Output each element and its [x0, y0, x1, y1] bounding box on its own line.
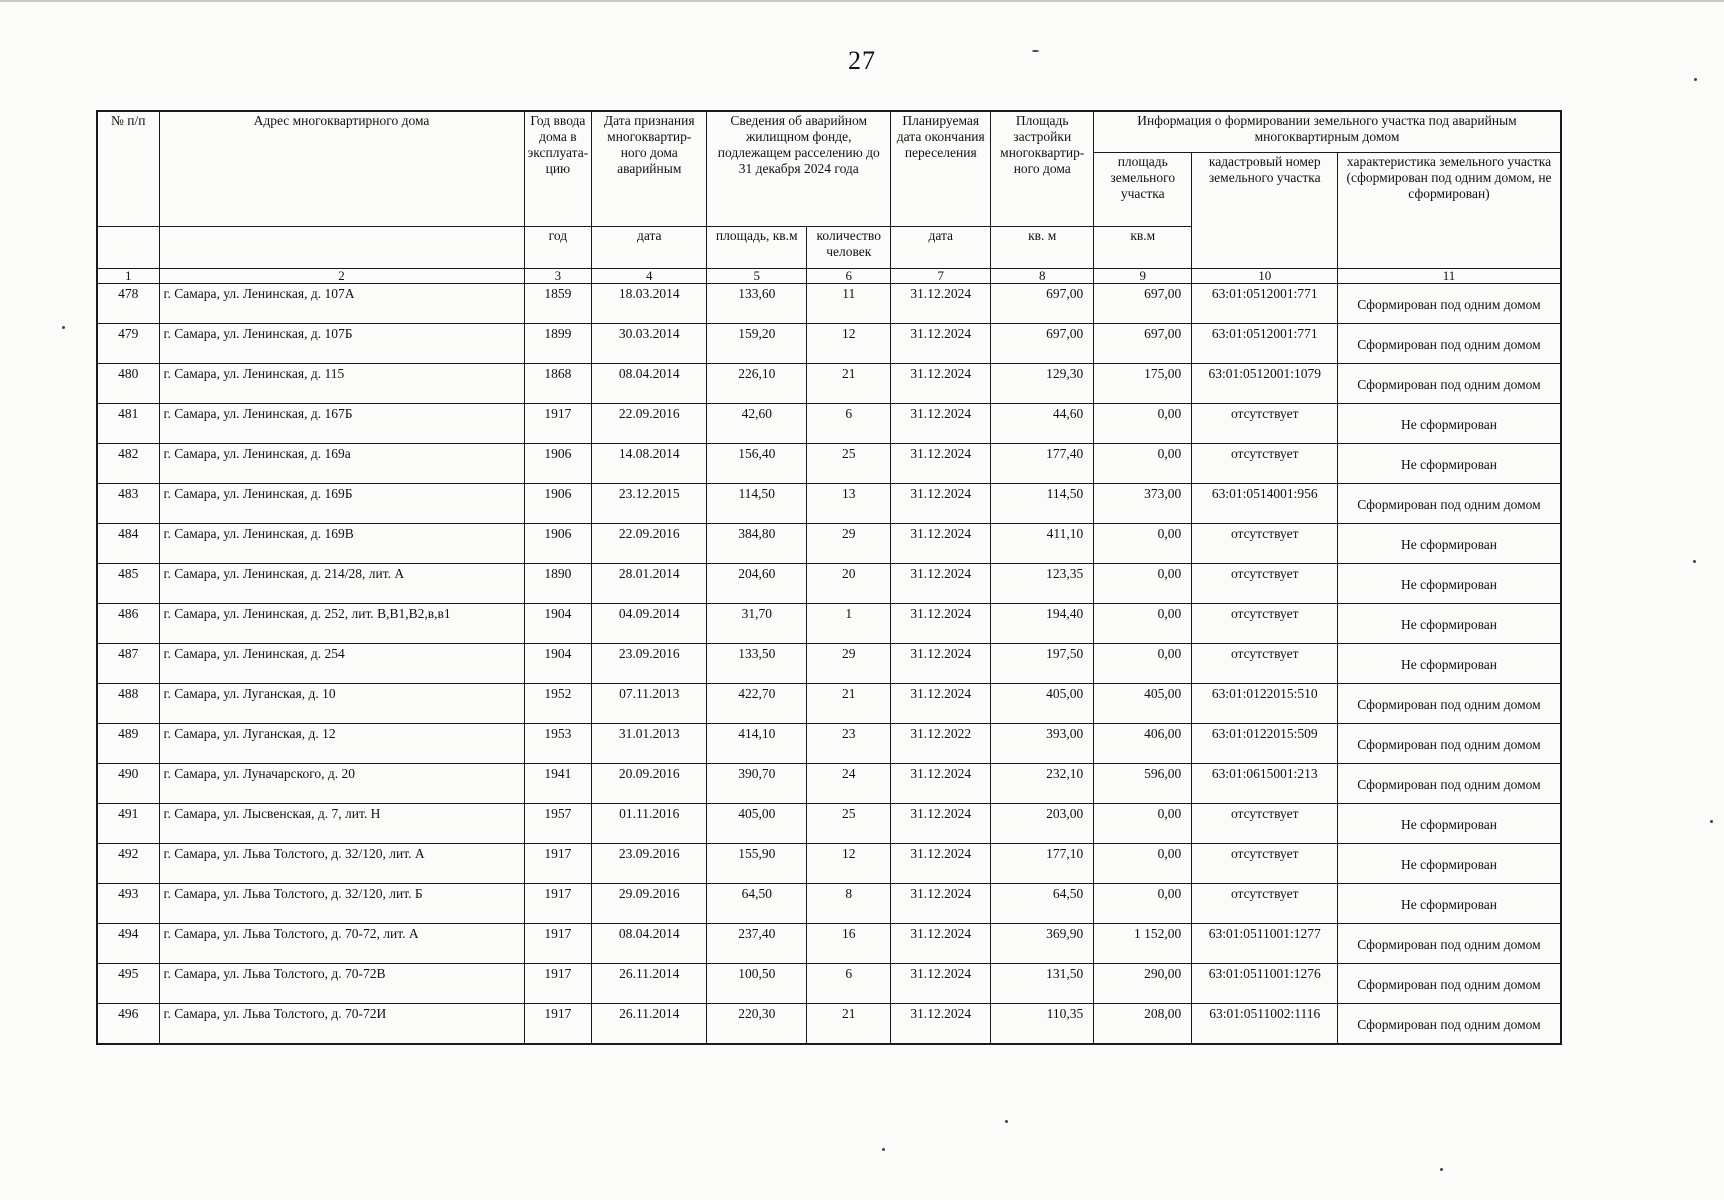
cell-cadastral-number: отсутствует [1192, 444, 1338, 484]
header-year: Год ввода дома в эксплуата-цию [524, 111, 592, 227]
cell-land-characteristic: Сформирован под одним домом [1338, 484, 1561, 524]
cell-num: 487 [97, 644, 159, 684]
cell-people-count: 29 [807, 524, 891, 564]
cell-num: 489 [97, 724, 159, 764]
header-land-area: площадь земельного участка [1094, 153, 1192, 227]
emergency-housing-table [96, 110, 1562, 1045]
cell-people-count: 8 [807, 884, 891, 924]
cell-area: 405,00 [707, 804, 807, 844]
cell-people-count: 23 [807, 724, 891, 764]
cell-num: 480 [97, 364, 159, 404]
cell-year: 1917 [524, 924, 592, 964]
cell-built-area: 114,50 [991, 484, 1094, 524]
cell-recognized-date: 30.03.2014 [592, 324, 707, 364]
cell-num: 494 [97, 924, 159, 964]
unit-num [97, 227, 159, 269]
cell-built-area: 203,00 [991, 804, 1094, 844]
column-number: 7 [891, 269, 991, 284]
scan-speck [1005, 1120, 1008, 1123]
cell-land-characteristic: Сформирован под одним домом [1338, 1004, 1561, 1044]
cell-land-characteristic: Не сформирован [1338, 604, 1561, 644]
unit-year: год [524, 227, 592, 269]
cell-address: г. Самара, ул. Луначарского, д. 20 [159, 764, 524, 804]
cell-num: 486 [97, 604, 159, 644]
cell-land-characteristic: Не сформирован [1338, 844, 1561, 884]
column-number: 5 [707, 269, 807, 284]
cell-year: 1917 [524, 964, 592, 1004]
cell-cadastral-number: отсутствует [1192, 604, 1338, 644]
cell-land-characteristic: Не сформирован [1338, 524, 1561, 564]
cell-address: г. Самара, ул. Ленинская, д. 252, лит. В,В1,В2,в,в1 [159, 604, 524, 644]
cell-land-characteristic: Сформирован под одним домом [1338, 364, 1561, 404]
cell-cadastral-number: 63:01:0512001:771 [1192, 324, 1338, 364]
cell-recognized-date: 08.04.2014 [592, 924, 707, 964]
cell-year: 1899 [524, 324, 592, 364]
scan-speck [1710, 820, 1713, 823]
cell-recognized-date: 23.09.2016 [592, 644, 707, 684]
cell-recognized-date: 07.11.2013 [592, 684, 707, 724]
cell-area: 64,50 [707, 884, 807, 924]
cell-address: г. Самара, ул. Ленинская, д. 107А [159, 284, 524, 324]
cell-cadastral-number: 63:01:0512001:771 [1192, 284, 1338, 324]
cell-cadastral-number: 63:01:0511001:1277 [1192, 924, 1338, 964]
cell-people-count: 6 [807, 964, 891, 1004]
cell-planned-date: 31.12.2024 [891, 884, 991, 924]
cell-people-count: 21 [807, 1004, 891, 1044]
cell-address: г. Самара, ул. Ленинская, д. 169а [159, 444, 524, 484]
cell-built-area: 405,00 [991, 684, 1094, 724]
cell-num: 492 [97, 844, 159, 884]
cell-num: 491 [97, 804, 159, 844]
cell-recognized-date: 08.04.2014 [592, 364, 707, 404]
scan-speck [62, 326, 65, 329]
cell-land-area: 175,00 [1094, 364, 1192, 404]
cell-address: г. Самара, ул. Луганская, д. 10 [159, 684, 524, 724]
cell-recognized-date: 23.09.2016 [592, 844, 707, 884]
cell-built-area: 64,50 [991, 884, 1094, 924]
cell-num: 479 [97, 324, 159, 364]
unit-area: площадь, кв.м [707, 227, 807, 269]
table-body [97, 284, 1561, 1044]
cell-people-count: 25 [807, 804, 891, 844]
cell-recognized-date: 22.09.2016 [592, 404, 707, 444]
cell-built-area: 194,40 [991, 604, 1094, 644]
table-header [97, 111, 1561, 284]
cell-address: г. Самара, ул. Льва Толстого, д. 70-72В [159, 964, 524, 1004]
cell-recognized-date: 01.11.2016 [592, 804, 707, 844]
scan-speck [882, 1148, 885, 1151]
cell-area: 114,50 [707, 484, 807, 524]
cell-planned-date: 31.12.2024 [891, 404, 991, 444]
column-number-row [97, 269, 1561, 284]
cell-land-area: 0,00 [1094, 404, 1192, 444]
cell-built-area: 177,40 [991, 444, 1094, 484]
table-row [97, 644, 1561, 684]
cell-num: 478 [97, 284, 159, 324]
cell-planned-date: 31.12.2022 [891, 724, 991, 764]
cell-built-area: 129,30 [991, 364, 1094, 404]
cell-area: 133,50 [707, 644, 807, 684]
cell-address: г. Самара, ул. Льва Толстого, д. 70-72И [159, 1004, 524, 1044]
cell-area: 31,70 [707, 604, 807, 644]
cell-address: г. Самара, ул. Ленинская, д. 167Б [159, 404, 524, 444]
column-number: 9 [1094, 269, 1192, 284]
header-emergency-fund: Сведения об аварийном жилищном фонде, подлежащем расселению до 31 декабря 2024 года [707, 111, 891, 227]
cell-address: г. Самара, ул. Ленинская, д. 115 [159, 364, 524, 404]
table-row [97, 444, 1561, 484]
unit-address [159, 227, 524, 269]
cell-year: 1917 [524, 404, 592, 444]
cell-year: 1906 [524, 444, 592, 484]
cell-area: 156,40 [707, 444, 807, 484]
cell-recognized-date: 04.09.2014 [592, 604, 707, 644]
cell-address: г. Самара, ул. Ленинская, д. 169В [159, 524, 524, 564]
column-number: 8 [991, 269, 1094, 284]
cell-built-area: 44,60 [991, 404, 1094, 444]
cell-land-area: 0,00 [1094, 844, 1192, 884]
scan-top-edge [0, 0, 1724, 2]
cell-address: г. Самара, ул. Лысвенская, д. 7, лит. Н [159, 804, 524, 844]
cell-year: 1953 [524, 724, 592, 764]
cell-planned-date: 31.12.2024 [891, 444, 991, 484]
cell-cadastral-number: отсутствует [1192, 524, 1338, 564]
cell-land-characteristic: Сформирован под одним домом [1338, 764, 1561, 804]
column-number: 4 [592, 269, 707, 284]
cell-built-area: 411,10 [991, 524, 1094, 564]
cell-year: 1868 [524, 364, 592, 404]
column-number: 11 [1338, 269, 1561, 284]
cell-cadastral-number: 63:01:0512001:1079 [1192, 364, 1338, 404]
cell-land-area: 1 152,00 [1094, 924, 1192, 964]
cell-people-count: 29 [807, 644, 891, 684]
cell-people-count: 12 [807, 324, 891, 364]
cell-recognized-date: 26.11.2014 [592, 964, 707, 1004]
table-row [97, 364, 1561, 404]
cell-address: г. Самара, ул. Ленинская, д. 254 [159, 644, 524, 684]
unit-recognized: дата [592, 227, 707, 269]
cell-area: 155,90 [707, 844, 807, 884]
cell-people-count: 6 [807, 404, 891, 444]
column-number: 10 [1192, 269, 1338, 284]
cell-address: г. Самара, ул. Льва Толстого, д. 32/120, лит. А [159, 844, 524, 884]
cell-land-area: 0,00 [1094, 884, 1192, 924]
cell-year: 1906 [524, 484, 592, 524]
cell-year: 1941 [524, 764, 592, 804]
cell-num: 493 [97, 884, 159, 924]
cell-people-count: 20 [807, 564, 891, 604]
cell-land-area: 697,00 [1094, 284, 1192, 324]
cell-land-characteristic: Сформирован под одним домом [1338, 724, 1561, 764]
header-num: № п/п [97, 111, 159, 227]
cell-cadastral-number: 63:01:0122015:509 [1192, 724, 1338, 764]
table-row [97, 564, 1561, 604]
cell-area: 100,50 [707, 964, 807, 1004]
cell-land-characteristic: Не сформирован [1338, 564, 1561, 604]
cell-year: 1917 [524, 844, 592, 884]
table-row [97, 404, 1561, 444]
cell-land-area: 0,00 [1094, 804, 1192, 844]
cell-area: 220,30 [707, 1004, 807, 1044]
cell-num: 490 [97, 764, 159, 804]
cell-year: 1906 [524, 524, 592, 564]
cell-cadastral-number: 63:01:0511002:1116 [1192, 1004, 1338, 1044]
cell-recognized-date: 26.11.2014 [592, 1004, 707, 1044]
cell-land-area: 373,00 [1094, 484, 1192, 524]
cell-planned-date: 31.12.2024 [891, 964, 991, 1004]
cell-land-characteristic: Сформирован под одним домом [1338, 324, 1561, 364]
header-address: Адрес многоквартирного дома [159, 111, 524, 227]
cell-address: г. Самара, ул. Льва Толстого, д. 32/120, лит. Б [159, 884, 524, 924]
cell-area: 414,10 [707, 724, 807, 764]
cell-address: г. Самара, ул. Льва Толстого, д. 70-72, лит. А [159, 924, 524, 964]
cell-recognized-date: 22.09.2016 [592, 524, 707, 564]
cell-num: 481 [97, 404, 159, 444]
cell-people-count: 24 [807, 764, 891, 804]
cell-cadastral-number: отсутствует [1192, 644, 1338, 684]
cell-year: 1859 [524, 284, 592, 324]
unit-people: количество человек [807, 227, 891, 269]
cell-land-area: 405,00 [1094, 684, 1192, 724]
table-row [97, 884, 1561, 924]
cell-planned-date: 31.12.2024 [891, 604, 991, 644]
cell-area: 237,40 [707, 924, 807, 964]
cell-land-area: 0,00 [1094, 444, 1192, 484]
table-row [97, 1004, 1561, 1044]
cell-num: 485 [97, 564, 159, 604]
cell-area: 384,80 [707, 524, 807, 564]
cell-people-count: 12 [807, 844, 891, 884]
table-row [97, 524, 1561, 564]
cell-people-count: 1 [807, 604, 891, 644]
cell-planned-date: 31.12.2024 [891, 324, 991, 364]
cell-built-area: 123,35 [991, 564, 1094, 604]
table-row [97, 484, 1561, 524]
cell-planned-date: 31.12.2024 [891, 844, 991, 884]
cell-planned-date: 31.12.2024 [891, 684, 991, 724]
page-number: 27 [848, 46, 876, 75]
cell-people-count: 16 [807, 924, 891, 964]
cell-address: г. Самара, ул. Ленинская, д. 169Б [159, 484, 524, 524]
cell-land-area: 697,00 [1094, 324, 1192, 364]
table-row [97, 724, 1561, 764]
unit-planned: дата [891, 227, 991, 269]
cell-land-area: 0,00 [1094, 564, 1192, 604]
cell-land-characteristic: Сформирован под одним домом [1338, 924, 1561, 964]
column-number: 6 [807, 269, 891, 284]
cell-area: 133,60 [707, 284, 807, 324]
cell-land-area: 208,00 [1094, 1004, 1192, 1044]
cell-cadastral-number: 63:01:0615001:213 [1192, 764, 1338, 804]
cell-built-area: 131,50 [991, 964, 1094, 1004]
cell-cadastral-number: 63:01:0511001:1276 [1192, 964, 1338, 1004]
cell-year: 1917 [524, 884, 592, 924]
cell-num: 496 [97, 1004, 159, 1044]
cell-address: г. Самара, ул. Луганская, д. 12 [159, 724, 524, 764]
cell-land-area: 406,00 [1094, 724, 1192, 764]
cell-built-area: 697,00 [991, 324, 1094, 364]
table-row [97, 924, 1561, 964]
cell-cadastral-number: 63:01:0514001:956 [1192, 484, 1338, 524]
cell-land-characteristic: Не сформирован [1338, 404, 1561, 444]
cell-num: 495 [97, 964, 159, 1004]
cell-built-area: 197,50 [991, 644, 1094, 684]
column-number: 3 [524, 269, 592, 284]
scan-speck [1032, 50, 1039, 52]
cell-recognized-date: 18.03.2014 [592, 284, 707, 324]
unit-land-area: кв.м [1094, 227, 1192, 269]
cell-num: 484 [97, 524, 159, 564]
cell-built-area: 177,10 [991, 844, 1094, 884]
cell-planned-date: 31.12.2024 [891, 524, 991, 564]
cell-planned-date: 31.12.2024 [891, 284, 991, 324]
cell-land-area: 0,00 [1094, 524, 1192, 564]
cell-planned-date: 31.12.2024 [891, 364, 991, 404]
cell-people-count: 13 [807, 484, 891, 524]
cell-num: 483 [97, 484, 159, 524]
cell-recognized-date: 31.01.2013 [592, 724, 707, 764]
unit-built-area: кв. м [991, 227, 1094, 269]
scan-speck [1694, 78, 1697, 81]
header-land-plot-info: Информация о формировании земельного участка под аварийным многоквартирным домом [1094, 111, 1561, 153]
cell-planned-date: 31.12.2024 [891, 1004, 991, 1044]
cell-land-area: 596,00 [1094, 764, 1192, 804]
cell-planned-date: 31.12.2024 [891, 644, 991, 684]
table-row [97, 324, 1561, 364]
cell-area: 390,70 [707, 764, 807, 804]
cell-built-area: 393,00 [991, 724, 1094, 764]
cell-recognized-date: 14.08.2014 [592, 444, 707, 484]
cell-address: г. Самара, ул. Ленинская, д. 214/28, лит. А [159, 564, 524, 604]
cell-planned-date: 31.12.2024 [891, 764, 991, 804]
cell-num: 482 [97, 444, 159, 484]
cell-land-area: 0,00 [1094, 644, 1192, 684]
cell-address: г. Самара, ул. Ленинская, д. 107Б [159, 324, 524, 364]
cell-planned-date: 31.12.2024 [891, 564, 991, 604]
cell-land-characteristic: Не сформирован [1338, 444, 1561, 484]
cell-people-count: 21 [807, 364, 891, 404]
cell-planned-date: 31.12.2024 [891, 484, 991, 524]
cell-people-count: 21 [807, 684, 891, 724]
cell-built-area: 110,35 [991, 1004, 1094, 1044]
header-recognized: Дата признания многоквартир-ного дома аварийным [592, 111, 707, 227]
table-row [97, 964, 1561, 1004]
header-land-characteristic: характеристика земельного участка (сформирован под одним домом, не сформирован) [1338, 153, 1561, 269]
cell-area: 226,10 [707, 364, 807, 404]
cell-people-count: 25 [807, 444, 891, 484]
table-row [97, 604, 1561, 644]
cell-cadastral-number: отсутствует [1192, 804, 1338, 844]
scan-speck [1440, 1168, 1443, 1171]
scan-speck [1693, 560, 1696, 563]
cell-cadastral-number: 63:01:0122015:510 [1192, 684, 1338, 724]
cell-year: 1952 [524, 684, 592, 724]
cell-built-area: 697,00 [991, 284, 1094, 324]
cell-land-characteristic: Сформирован под одним домом [1338, 684, 1561, 724]
cell-recognized-date: 23.12.2015 [592, 484, 707, 524]
cell-area: 159,20 [707, 324, 807, 364]
cell-land-characteristic: Не сформирован [1338, 644, 1561, 684]
cell-year: 1917 [524, 1004, 592, 1044]
cell-year: 1904 [524, 644, 592, 684]
cell-recognized-date: 28.01.2014 [592, 564, 707, 604]
cell-land-characteristic: Не сформирован [1338, 804, 1561, 844]
cell-recognized-date: 20.09.2016 [592, 764, 707, 804]
cell-land-area: 0,00 [1094, 604, 1192, 644]
cell-cadastral-number: отсутствует [1192, 564, 1338, 604]
cell-land-characteristic: Не сформирован [1338, 884, 1561, 924]
cell-year: 1890 [524, 564, 592, 604]
table-row [97, 804, 1561, 844]
cell-num: 488 [97, 684, 159, 724]
cell-planned-date: 31.12.2024 [891, 924, 991, 964]
cell-recognized-date: 29.09.2016 [592, 884, 707, 924]
cell-people-count: 11 [807, 284, 891, 324]
cell-year: 1904 [524, 604, 592, 644]
table-row [97, 284, 1561, 324]
column-number: 2 [159, 269, 524, 284]
cell-built-area: 369,90 [991, 924, 1094, 964]
header-built-area: Площадь застройки многоквартир-ного дома [991, 111, 1094, 227]
cell-land-area: 290,00 [1094, 964, 1192, 1004]
cell-cadastral-number: отсутствует [1192, 844, 1338, 884]
header-planned-date: Планируемая дата окончания переселения [891, 111, 991, 227]
cell-year: 1957 [524, 804, 592, 844]
cell-built-area: 232,10 [991, 764, 1094, 804]
cell-area: 42,60 [707, 404, 807, 444]
table-row [97, 684, 1561, 724]
header-cadastral-number: кадастровый номер земельного участка [1192, 153, 1338, 269]
cell-land-characteristic: Сформирован под одним домом [1338, 964, 1561, 1004]
table-row [97, 844, 1561, 884]
cell-cadastral-number: отсутствует [1192, 884, 1338, 924]
cell-land-characteristic: Сформирован под одним домом [1338, 284, 1561, 324]
table-row [97, 764, 1561, 804]
cell-area: 422,70 [707, 684, 807, 724]
cell-area: 204,60 [707, 564, 807, 604]
cell-cadastral-number: отсутствует [1192, 404, 1338, 444]
column-number: 1 [97, 269, 159, 284]
cell-planned-date: 31.12.2024 [891, 804, 991, 844]
